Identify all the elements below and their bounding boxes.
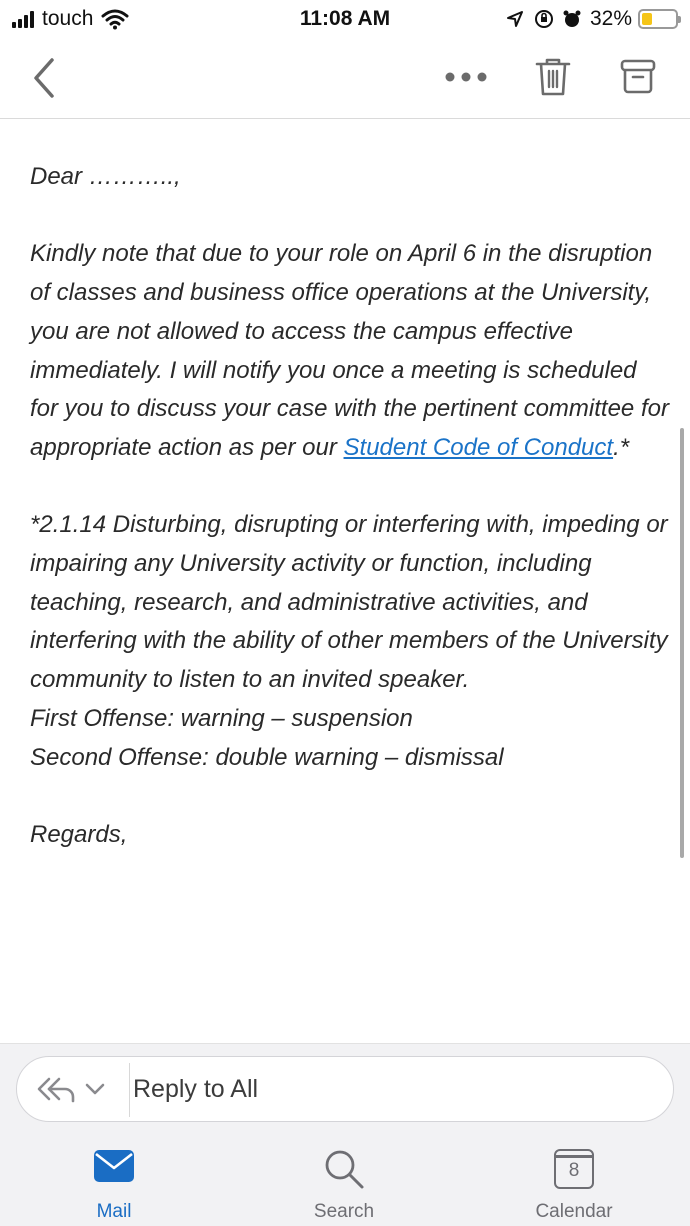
reply-to-all-label: Reply to All <box>133 1075 259 1103</box>
main-paragraph <box>30 235 670 467</box>
tab-bar <box>0 1133 690 1226</box>
battery-fill <box>642 13 652 25</box>
tab-search-label: Search <box>313 1201 375 1222</box>
reply-separator <box>129 1063 130 1117</box>
first-offense: First Offense: warning – suspension <box>30 704 413 732</box>
tab-calendar[interactable] <box>484 1133 664 1226</box>
mail-icon <box>93 1149 135 1183</box>
status-bar <box>0 0 690 40</box>
tab-search[interactable] <box>254 1133 434 1226</box>
more-horizontal-icon[interactable] <box>444 70 488 84</box>
reply-all-icon[interactable] <box>35 1073 127 1105</box>
reply-to-all-button[interactable] <box>16 1056 674 1122</box>
email-body <box>30 158 670 855</box>
calendar-icon <box>554 1149 594 1189</box>
trash-icon[interactable] <box>533 56 573 98</box>
alarm-icon <box>562 9 582 29</box>
tab-mail-label: Mail <box>96 1201 132 1222</box>
search-icon <box>322 1147 366 1191</box>
location-arrow-icon <box>506 10 524 28</box>
main-paragraph-end: .* <box>613 433 630 461</box>
status-time: 11:08 AM <box>299 7 391 30</box>
closing: Regards, <box>30 820 128 848</box>
footnote: *2.1.14 Disturbing, disrupting or interfering with, impeding or impairing any University activity or function, including teaching, research, and administrative activities, and interfering with the ability of other members of the University community to listen to an invited speaker. <box>30 511 668 694</box>
carrier-label: touch <box>42 7 94 30</box>
archive-icon[interactable] <box>618 56 658 96</box>
main-paragraph-text: Kindly note that due to your role on April 6 in the disruption of classes and business office operations at the University, you are not allowed to access the campus effective immediately. I will notify you once a meeting is scheduled for you to discuss your case with the pertinent committee for appropriate action as per our <box>30 240 669 461</box>
second-offense: Second Offense: double warning – dismissal <box>30 743 504 771</box>
code-of-conduct-link[interactable]: Student Code of Conduct <box>343 433 614 461</box>
orientation-lock-icon <box>534 9 554 29</box>
chevron-left-icon[interactable] <box>28 56 64 100</box>
scrollbar[interactable] <box>680 428 684 858</box>
tab-mail[interactable] <box>24 1133 204 1226</box>
battery-percent: 32% <box>589 7 632 30</box>
battery-icon <box>638 9 678 29</box>
status-right <box>506 7 678 31</box>
calendar-day: 8 <box>568 1160 580 1181</box>
message-toolbar <box>0 40 690 119</box>
tab-calendar-label: Calendar <box>535 1201 613 1222</box>
reply-area <box>0 1043 690 1134</box>
greeting: Dear ……….., <box>30 163 181 190</box>
